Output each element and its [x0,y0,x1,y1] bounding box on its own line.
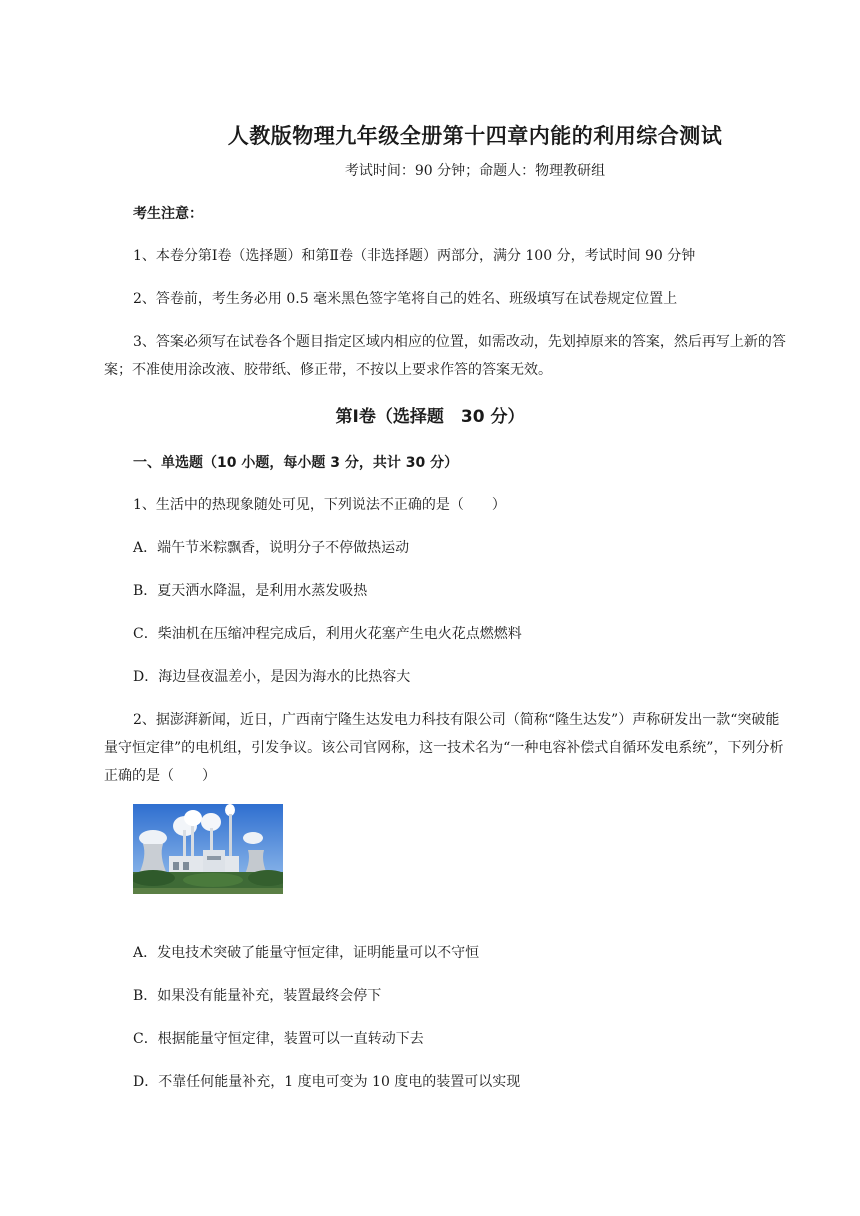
question-2-option-a: A．发电技术突破了能量守恒定律，证明能量可以不守恒 [133,945,480,961]
question-1-option-b: B．夏天洒水降温，是利用水蒸发吸热 [133,583,368,599]
question-1-option-c: C．柴油机在压缩冲程完成后，利用火花塞产生电火花点燃燃料 [133,626,522,642]
question-1-option-d: D．海边昼夜温差小，是因为海水的比热容大 [133,669,411,685]
document-title: 人教版物理九年级全册第十四章内能的利用综合测试 [227,124,723,148]
notice-item-3: 3、答案必须写在试卷各个题目指定区域内相应的位置，如需改动，先划掉原来的答案，然后再写上新的答案；不准使用涂改液、胶带纸、修正带，不按以上要求作答的答案无效。 [104,334,786,378]
notice-heading: 考生注意： [133,206,203,222]
document-subtitle: 考试时间：90 分钟；命题人：物理教研组 [344,163,606,179]
section-title: 第Ⅰ卷（选择题 30 分） [335,407,525,427]
question-1-stem: 1、生活中的热现象随处可见，下列说法不正确的是（ ） [133,497,506,513]
question-2-stem: 2、据澎湃新闻，近日，广西南宁隆生达发电力科技有限公司（简称“隆生达发”）声称研发出一款“突破能量守恒定律”的电机组，引发争议。该公司官网称，这一技术名为“一种电容补偿式自循环发电系统”，下列分析正确的是（ ） [104,712,784,784]
question-2-option-c: C．根据能量守恒定律，装置可以一直转动下去 [133,1031,424,1047]
question-1-option-a: A．端午节米粽飘香，说明分子不停做热运动 [133,540,410,556]
power-plant-photo [133,804,283,894]
notice-item-1: 1、本卷分第Ⅰ卷（选择题）和第Ⅱ卷（非选择题）两部分，满分 100 分，考试时间 90 分钟 [133,248,696,264]
part-heading: 一、单选题（10 小题，每小题 3 分，共计 30 分） [133,455,459,471]
question-2-option-d: D．不靠任何能量补充，1 度电可变为 10 度电的装置可以实现 [133,1074,521,1090]
question-2-option-b: B．如果没有能量补充，装置最终会停下 [133,988,382,1004]
notice-item-2: 2、答卷前，考生务必用 0.5 毫米黑色签字笔将自己的姓名、班级填写在试卷规定位置上 [133,291,678,307]
